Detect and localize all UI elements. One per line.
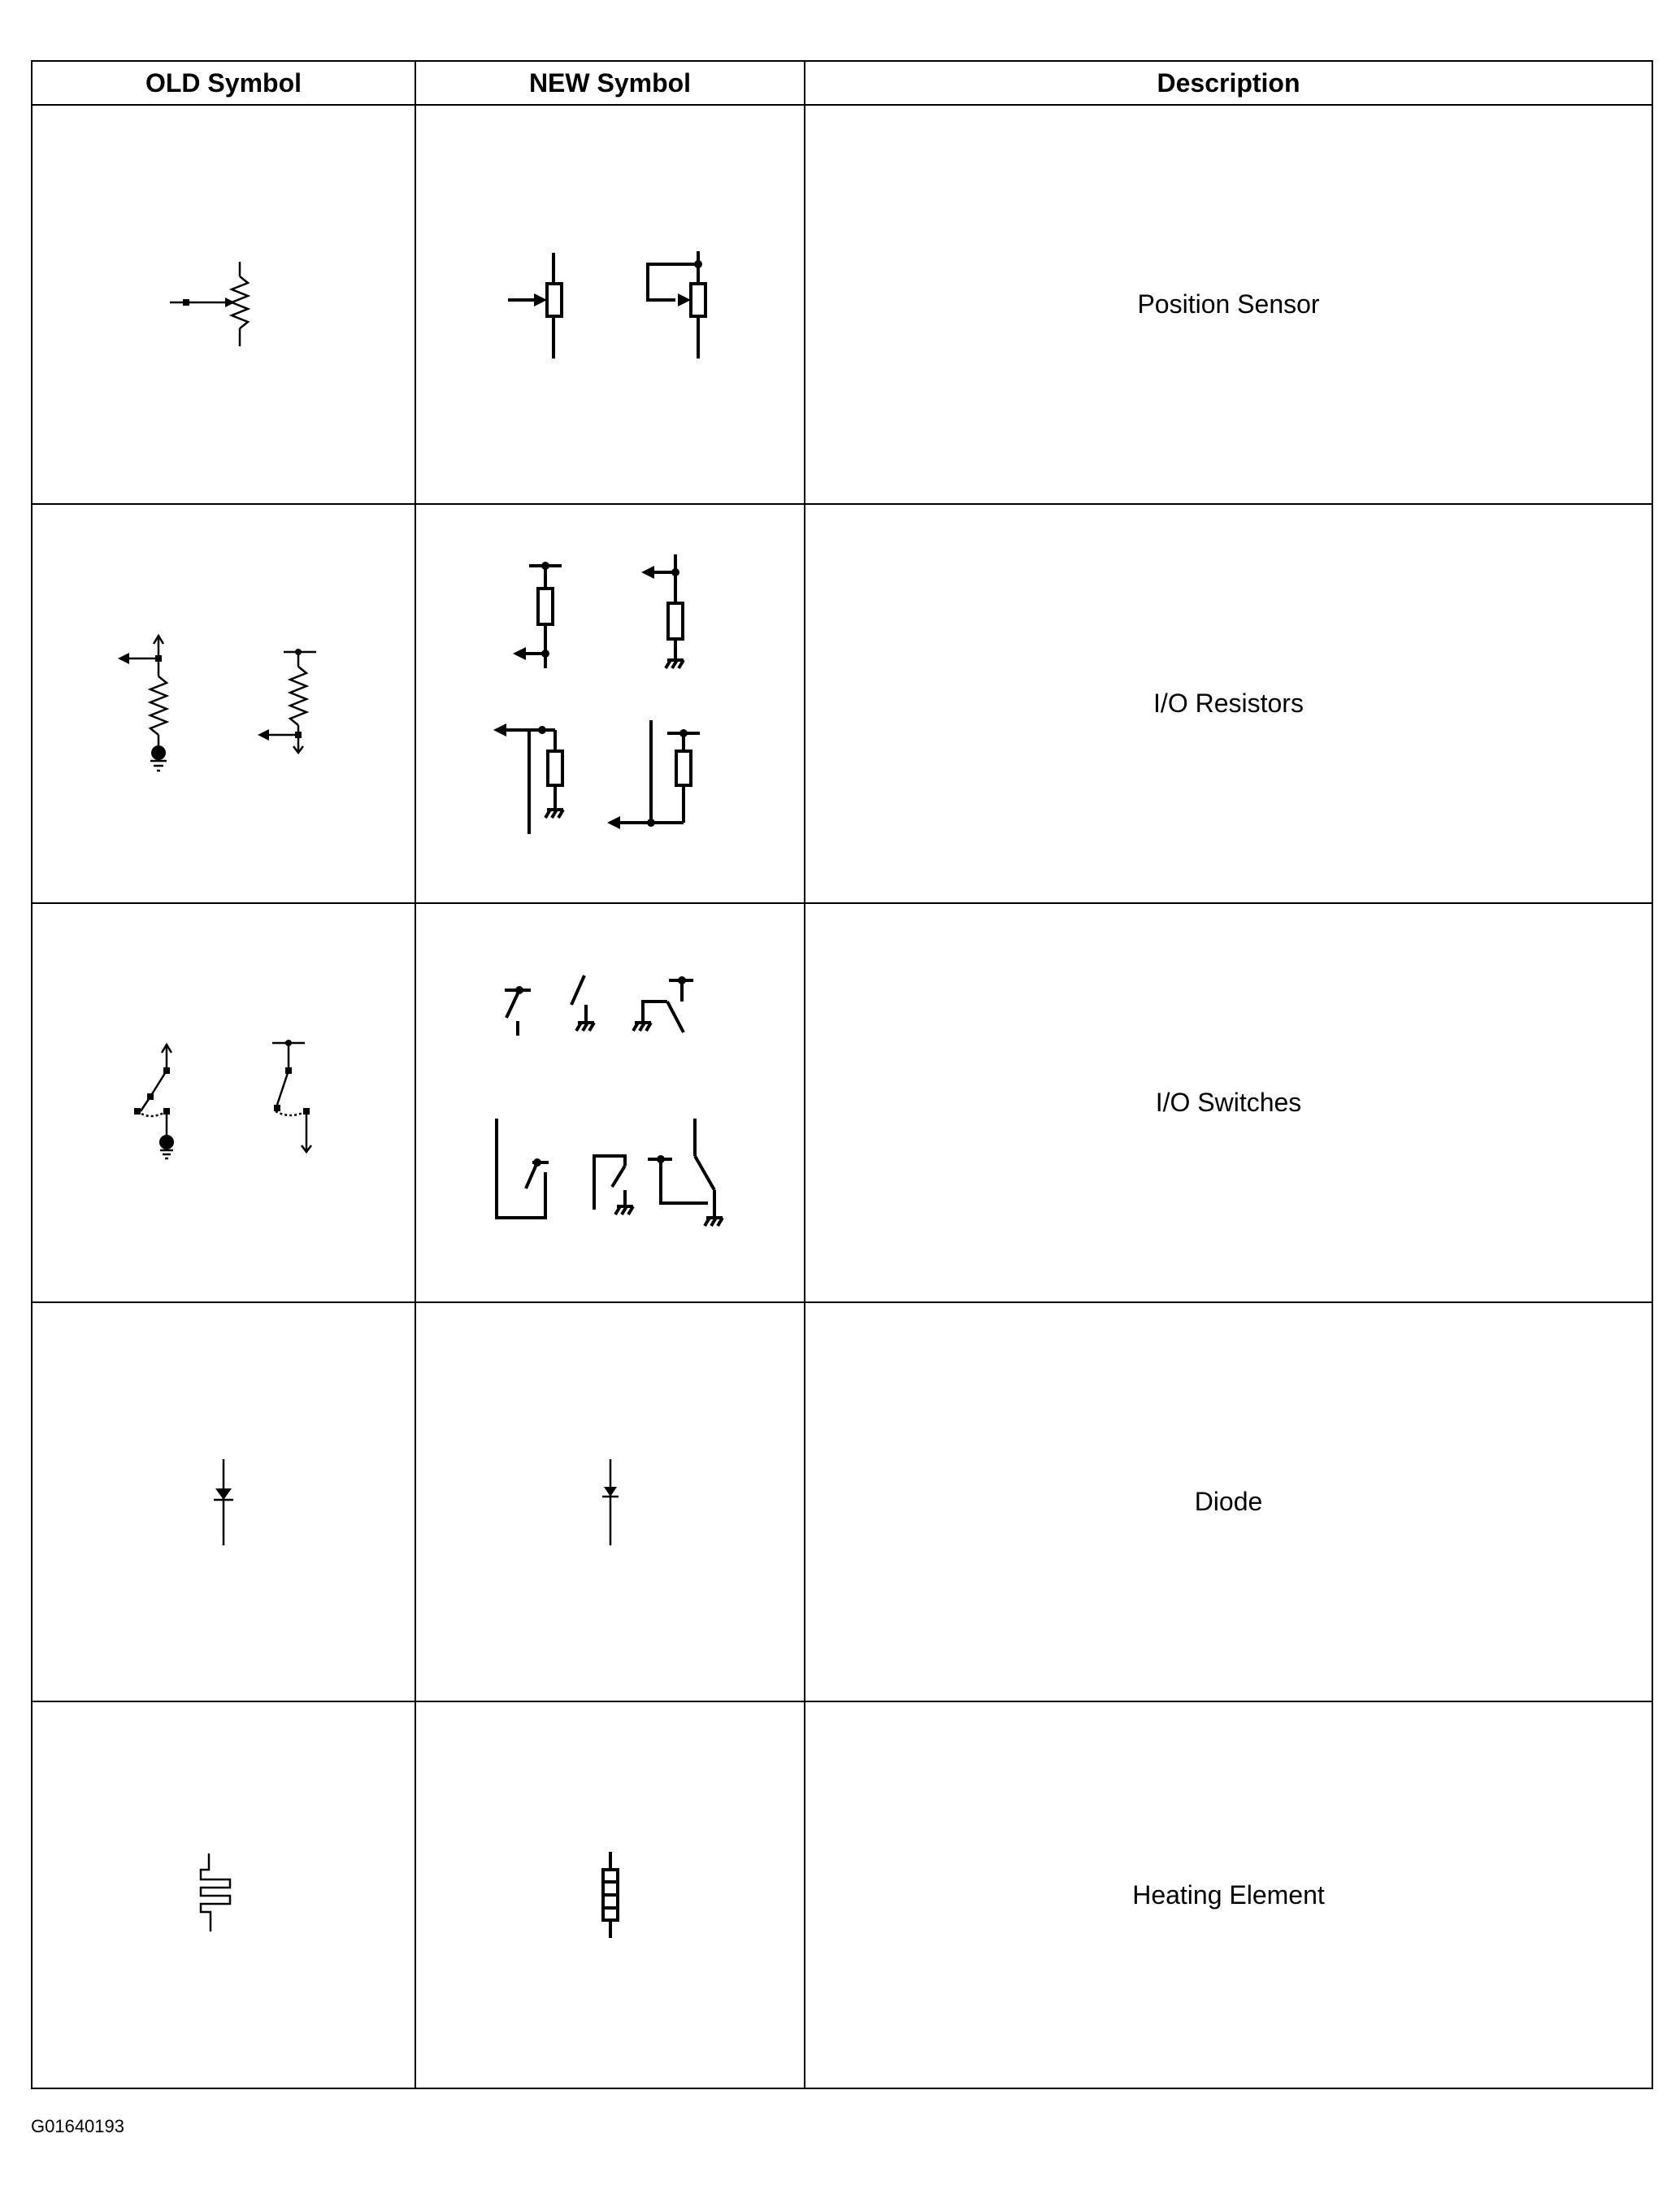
- diode-old-icon: [199, 1458, 248, 1547]
- old-symbol-cell: [32, 1701, 415, 2088]
- new-symbol-cell: [415, 903, 805, 1302]
- description-cell: [805, 903, 1652, 1302]
- io-resistors-new-icon: [488, 550, 732, 858]
- heating-element-old-icon: [191, 1850, 256, 1940]
- description-cell: [805, 1701, 1652, 2088]
- new-symbol-cell: [415, 504, 805, 903]
- table-row: [32, 903, 1652, 1302]
- table-row: [32, 504, 1652, 903]
- header-old-symbol: OLD Symbol: [32, 61, 415, 105]
- old-symbol-cell: [32, 1302, 415, 1701]
- new-symbol-cell: [415, 1701, 805, 2088]
- table-row: [32, 1701, 1652, 2088]
- figure-id: G01640193: [31, 2116, 124, 2136]
- old-symbol-cell: [32, 504, 415, 903]
- description-text: Diode: [1194, 1487, 1263, 1516]
- heating-element-new-icon: [586, 1850, 635, 1940]
- header-description: Description: [805, 61, 1652, 105]
- symbol-table: [31, 60, 1653, 2089]
- header-new-symbol: NEW Symbol: [415, 61, 805, 105]
- position-sensor-new-icon: [505, 248, 716, 362]
- potentiometer-old-icon: [167, 260, 280, 350]
- old-symbol-cell: [32, 105, 415, 504]
- table-row: [32, 1302, 1652, 1701]
- diode-new-icon: [586, 1458, 635, 1547]
- io-resistors-old-icon: [110, 631, 337, 777]
- description-cell: [805, 1302, 1652, 1701]
- header-row: [32, 61, 1652, 105]
- description-cell: [805, 105, 1652, 504]
- description-cell: [805, 504, 1652, 903]
- new-symbol-cell: [415, 1302, 805, 1701]
- io-switches-old-icon: [118, 1038, 329, 1168]
- io-switches-new-icon: [480, 969, 740, 1237]
- description-text: I/O Switches: [1155, 1088, 1302, 1117]
- description-text: I/O Resistors: [1153, 689, 1304, 718]
- table-row: [32, 105, 1652, 504]
- description-text: Heating Element: [1132, 1879, 1325, 1910]
- old-symbol-cell: [32, 903, 415, 1302]
- description-text: Position Sensor: [1137, 289, 1320, 319]
- new-symbol-cell: [415, 105, 805, 504]
